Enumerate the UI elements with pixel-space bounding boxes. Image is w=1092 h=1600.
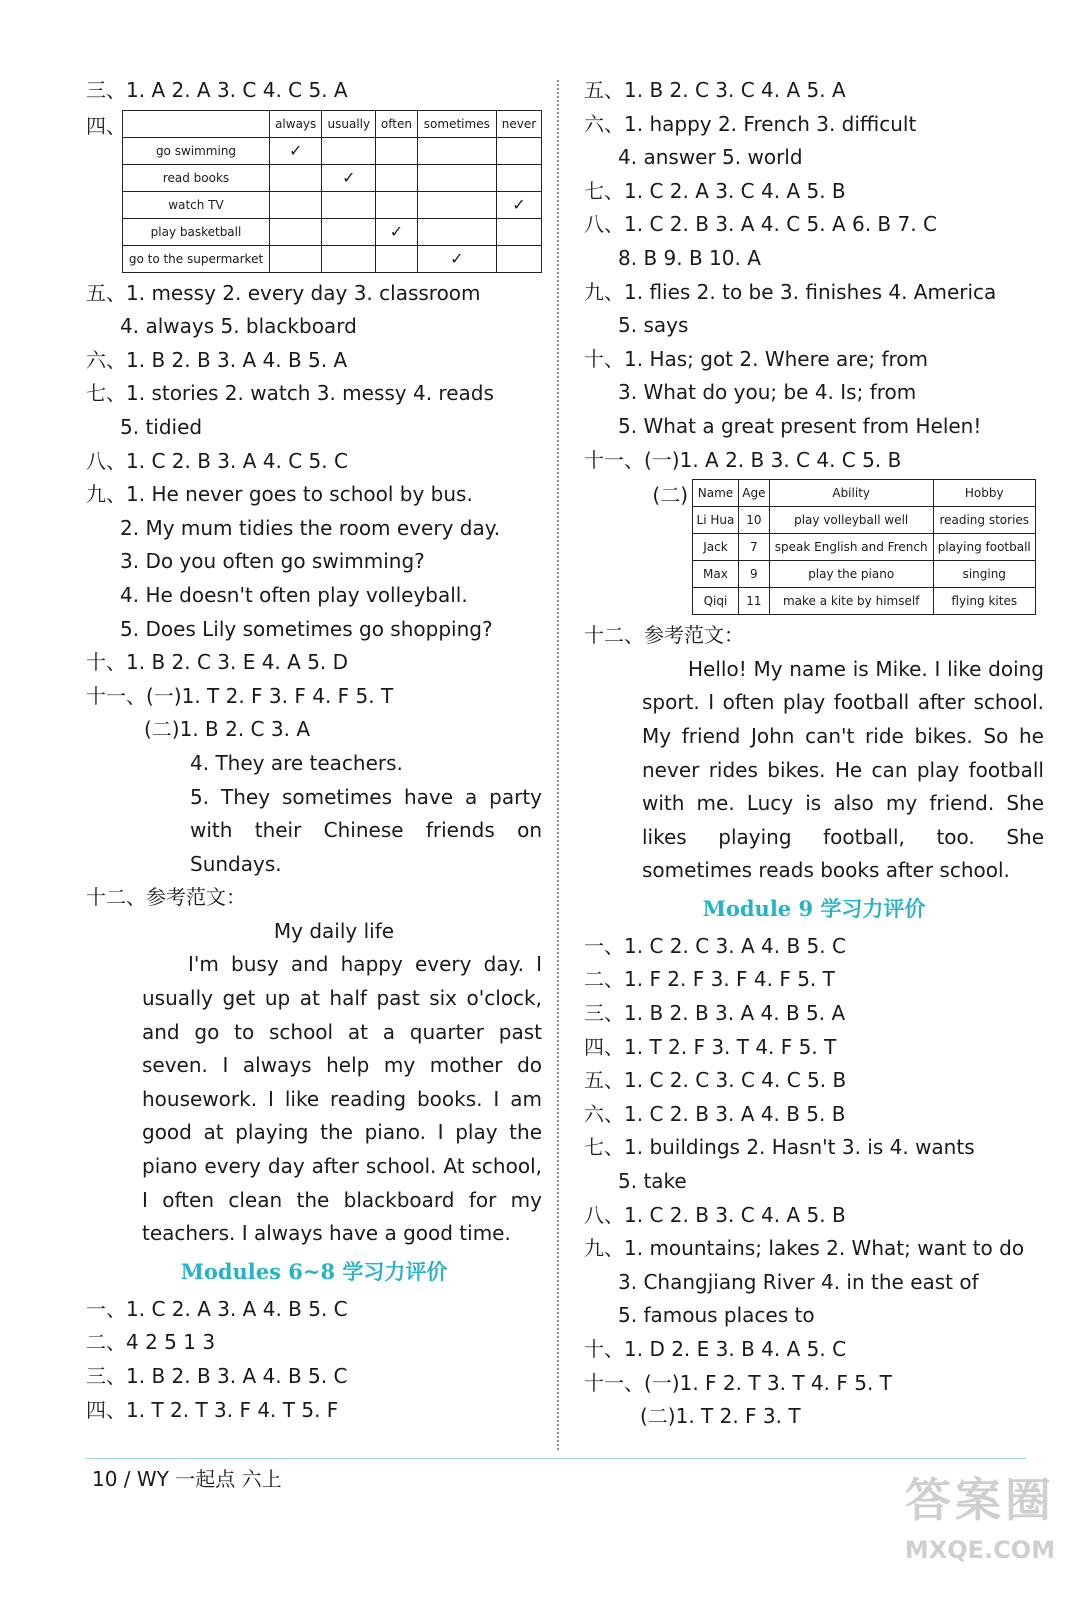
answer-line: 四、1. T 2. T 3. F 4. T 5. F (86, 1397, 339, 1422)
activity-cell: play basketball (123, 218, 270, 245)
section-label: 十二、参考范文： (584, 623, 744, 648)
table-header: always (270, 110, 322, 137)
table-row (123, 191, 542, 218)
table-cell: Qiqi (693, 588, 739, 615)
answer-line: 3. What do you; be 4. Is; from (618, 380, 917, 405)
check-cell: ✓ (270, 137, 322, 164)
module-heading: Module 9 学习力评价 (702, 895, 926, 921)
table-header (123, 110, 270, 137)
table-header: usually (322, 110, 376, 137)
answer-line: 三、1. B 2. B 3. A 4. B 5. A (584, 1001, 846, 1026)
essay-text: I'm busy and happy every day. I usually get up at half past six o'clock, and go to school at a quarter past seven. I always help my mother do housework. I like reading books. I am good at playing the piano. I play the piano every day after school. At school, I often clean the blackboard for my teachers. I always have a good time. (142, 952, 542, 1246)
table-header-row (123, 110, 542, 137)
answer-line: 5. tidied (120, 414, 203, 439)
footer-rule (86, 1458, 1026, 1459)
check-cell (376, 245, 417, 272)
answer-line: (二)1. T 2. F 3. T (640, 1404, 801, 1429)
answer-line: 七、1. C 2. A 3. C 4. A 5. B (584, 178, 846, 203)
watermark-bottom: MXQE.COM (904, 1536, 1056, 1564)
check-cell: ✓ (376, 218, 417, 245)
answer-line: 八、1. C 2. B 3. A 4. C 5. A 6. B 7. C (584, 212, 937, 237)
answer-line: 二、1. F 2. F 3. F 4. F 5. T (584, 967, 835, 992)
section-label: 十二、参考范文： (86, 885, 246, 910)
table-header: Hobby (933, 480, 1035, 507)
check-cell (376, 164, 417, 191)
answer-line: 8. B 9. B 10. A (618, 245, 761, 270)
check-cell (417, 218, 496, 245)
check-cell (322, 218, 376, 245)
check-cell (376, 191, 417, 218)
answer-line: 2. My mum tidies the room every day. (120, 515, 501, 540)
answer-line: 十、1. B 2. C 3. E 4. A 5. D (86, 650, 349, 675)
table-header: sometimes (417, 110, 496, 137)
answer-line: 4. answer 5. world (618, 145, 803, 170)
check-cell (270, 218, 322, 245)
section-info-table (584, 479, 1044, 615)
activity-cell: watch TV (123, 191, 270, 218)
essay-title: My daily life (273, 918, 395, 943)
table-cell: Li Hua (693, 507, 739, 534)
table-cell: flying kites (933, 588, 1035, 615)
answer-line: 五、1. C 2. C 3. C 4. C 5. B (584, 1068, 847, 1093)
check-cell (322, 245, 376, 272)
check-cell (322, 137, 376, 164)
table-row (693, 507, 1036, 534)
table-cell: Jack (693, 534, 739, 561)
answer-line: 三、1. A 2. A 3. C 4. C 5. A (86, 78, 348, 102)
answer-line: 十、1. D 2. E 3. B 4. A 5. C (584, 1337, 847, 1361)
answer-line: 八、1. C 2. B 3. A 4. C 5. C (86, 448, 348, 473)
table-cell: play the piano (769, 561, 933, 588)
module-heading: Modules 6~8 学习力评价 (180, 1258, 448, 1284)
table-header: often (376, 110, 417, 137)
table-header: Name (693, 480, 739, 507)
left-column (86, 74, 542, 1427)
table-cell: speak English and French (769, 534, 933, 561)
table-row (123, 218, 542, 245)
table-cell: make a kite by himself (769, 588, 933, 615)
answer-line: 三、1. B 2. B 3. A 4. B 5. C (86, 1364, 348, 1388)
table-cell: reading stories (933, 507, 1035, 534)
answer-line: 九、1. flies 2. to be 3. finishes 4. America (584, 279, 997, 304)
check-cell (270, 164, 322, 191)
check-cell: ✓ (417, 245, 496, 272)
answer-line: 一、1. C 2. C 3. A 4. B 5. C (584, 933, 846, 958)
answer-line: 3. Changjiang River 4. in the east of (618, 1269, 979, 1294)
table-header-row (693, 480, 1036, 507)
check-cell (417, 164, 496, 191)
answer-line: 五、1. B 2. C 3. C 4. A 5. A (584, 78, 846, 102)
table-cell: playing football (933, 534, 1035, 561)
activity-cell: go to the supermarket (123, 245, 270, 272)
table-header: Age (738, 480, 769, 507)
answer-line: 二、4 2 5 1 3 (86, 1330, 216, 1355)
activity-cell: read books (123, 164, 270, 191)
check-cell (496, 245, 541, 272)
table-cell: 11 (738, 588, 769, 615)
table-row (123, 137, 542, 164)
section-four (86, 110, 542, 273)
table-header: Ability (769, 480, 933, 507)
answer-line: 九、1. He never goes to school by bus. (86, 482, 473, 507)
section-label: 四、 (86, 113, 126, 138)
table-row (693, 588, 1036, 615)
answer-line: 一、1. C 2. A 3. A 4. B 5. C (86, 1296, 348, 1321)
answer-line: 4. They are teachers. (190, 750, 403, 775)
table-row (123, 245, 542, 272)
answer-line: 六、1. C 2. B 3. A 4. B 5. B (584, 1101, 846, 1126)
table-cell: 9 (738, 561, 769, 588)
table-cell: 10 (738, 507, 769, 534)
check-cell (376, 137, 417, 164)
answer-line: 3. Do you often go swimming? (120, 549, 425, 574)
check-cell (270, 245, 322, 272)
answer-line: 十一、(一)1. A 2. B 3. C 4. C 5. B (584, 447, 902, 472)
table-cell: Max (693, 561, 739, 588)
answer-line: (二)1. B 2. C 3. A (144, 717, 311, 742)
answer-line: 八、1. C 2. B 3. C 4. A 5. B (584, 1202, 846, 1227)
answer-line: 5. They sometimes have a party with their Chinese friends on Sundays. (190, 784, 542, 876)
page-footer: 10 / WY 一起点 六上 (92, 1467, 282, 1491)
table-header: never (496, 110, 541, 137)
table-row (123, 164, 542, 191)
answer-line: 5. famous places to (618, 1303, 815, 1328)
answer-line: 5. take (618, 1169, 687, 1194)
answer-line: 4. He doesn't often play volleyball. (120, 582, 468, 607)
answer-line: 六、1. B 2. B 3. A 4. B 5. A (86, 347, 348, 372)
answer-line: 5. Does Lily sometimes go shopping? (120, 616, 493, 641)
activity-cell: go swimming (123, 137, 270, 164)
answer-line: 七、1. stories 2. watch 3. messy 4. reads (86, 381, 494, 406)
table-row (693, 534, 1036, 561)
answer-line: 十一、(一)1. T 2. F 3. F 4. F 5. T (86, 683, 394, 708)
info-table (692, 479, 1036, 615)
table-row (693, 561, 1036, 588)
watermark-top: 答案圈 (905, 1473, 1055, 1527)
answer-line: 六、1. happy 2. French 3. difficult (584, 111, 917, 136)
table-cell: singing (933, 561, 1035, 588)
check-cell (270, 191, 322, 218)
answer-line: 十、1. Has; got 2. Where are; from (584, 346, 929, 371)
watermark (900, 1470, 1060, 1590)
check-cell (417, 137, 496, 164)
answer-line: 十一、(一)1. F 2. T 3. T 4. F 5. T (584, 1370, 892, 1395)
answer-line: 九、1. mountains; lakes 2. What; want to do (584, 1236, 1025, 1261)
answer-line: 五、1. messy 2. every day 3. classroom (86, 280, 481, 305)
right-column (584, 74, 1044, 1434)
essay-text: Hello! My name is Mike. I like doing sport. I often play football after school. My friend John can't ride bikes. So he never rides bikes. He can play football with me. Lucy is also my friend. She likes playing football, too. She sometimes reads books after school. (642, 656, 1044, 883)
table-cell: 7 (738, 534, 769, 561)
check-cell (417, 191, 496, 218)
check-cell (496, 218, 541, 245)
answer-line: 5. What a great present from Helen! (618, 413, 982, 438)
answer-line: 4. always 5. blackboard (120, 314, 357, 339)
check-cell: ✓ (496, 191, 541, 218)
table-cell: play volleyball well (769, 507, 933, 534)
check-cell (496, 137, 541, 164)
column-divider (557, 80, 559, 1450)
check-cell: ✓ (322, 164, 376, 191)
check-cell (322, 191, 376, 218)
frequency-table (122, 110, 542, 273)
section-label: (二) (652, 483, 688, 508)
answer-line: 四、1. T 2. F 3. T 4. F 5. T (584, 1034, 837, 1059)
check-cell (496, 164, 541, 191)
answer-line: 5. says (618, 313, 689, 338)
answer-line: 七、1. buildings 2. Hasn't 3. is 4. wants (584, 1135, 975, 1160)
